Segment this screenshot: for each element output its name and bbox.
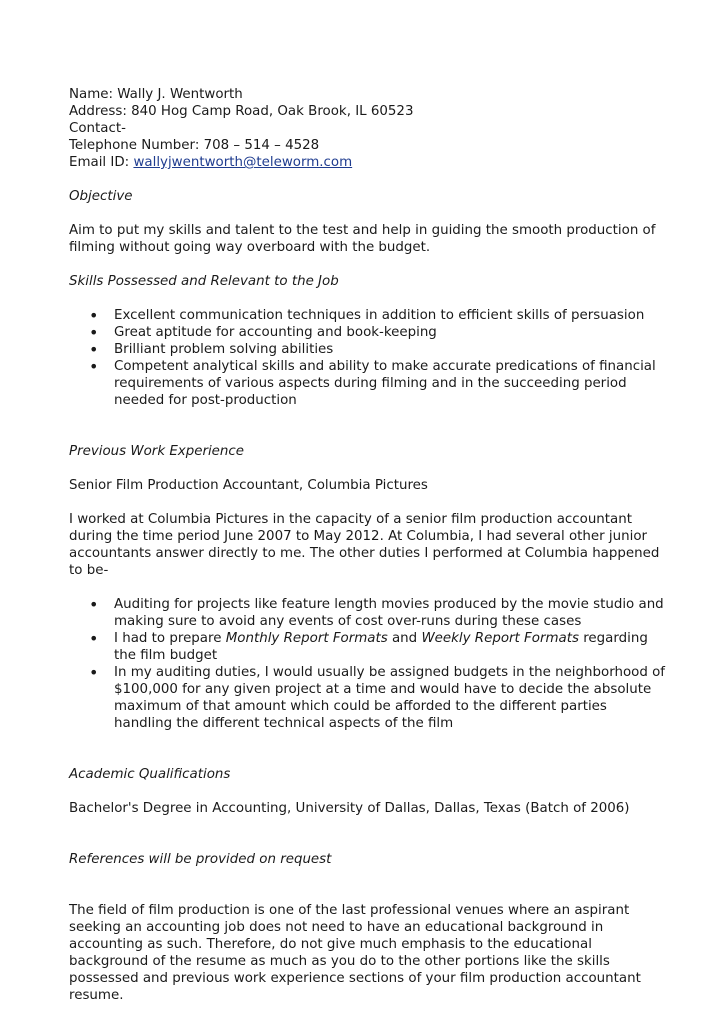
resume-page (69, 86, 669, 1004)
list-item: • Brilliant problem solving abilities (69, 341, 669, 358)
objective-text: Aim to put my skills and talent to the test and help in guiding the smooth production of filming without going way overboard with the budget. (69, 223, 656, 255)
advice-note: The field of film production is one of the last professional venues where an aspirant seeking an accounting job does not need to have an educational background in accounting as such. Therefore, do not give much emphasis to the educational background of the resume as much as you do to the other portions like the skills possessed and previous work experience sections of your film production accountant resume. (69, 903, 641, 1003)
list-item: • In my auditing duties, I would usually be assigned budgets in the neighborhood of $100,000 for any given project at a time and would have to decide the absolute maximum of that amount which could be afforded to the different parties handling the different technical aspects of the film (69, 664, 669, 732)
skills-heading: Skills Possessed and Relevant to the Job (69, 274, 339, 289)
duty-text: I had to prepare (114, 631, 226, 646)
email-link[interactable]: wallyjwentworth@teleworm.com (133, 155, 353, 170)
position-title: Senior Film Production Accountant, Columbia Pictures (69, 478, 428, 493)
academic-heading: Academic Qualifications (69, 767, 231, 782)
contact-label: Contact- (69, 121, 126, 136)
list-item: • Excellent communication techniques in addition to efficient skills of persuasion (69, 307, 669, 324)
experience-heading: Previous Work Experience (69, 444, 245, 459)
contact-block (69, 86, 669, 171)
skills-list (69, 307, 669, 409)
duty-text: regarding the film budget (114, 631, 648, 663)
references-line: References will be provided on request (69, 852, 332, 867)
list-item: • Great aptitude for accounting and book-keeping (69, 324, 669, 341)
duty-text: and (387, 631, 422, 646)
name-line: Name: Wally J. Wentworth (69, 87, 243, 102)
list-item: • Auditing for projects like feature length movies produced by the movie studio and making sure to avoid any events of cost over-runs during these cases (69, 596, 669, 630)
list-item: • Competent analytical skills and ability to make accurate predications of financial requirements of various aspects during filming and in the succeeding period needed for post-production (69, 358, 669, 409)
email-line (69, 154, 669, 171)
list-item (69, 630, 669, 664)
telephone-line: Telephone Number: 708 – 514 – 4528 (69, 138, 320, 153)
address-line: Address: 840 Hog Camp Road, Oak Brook, IL 60523 (69, 104, 414, 119)
duties-list (69, 596, 669, 732)
duty-emphasis: Weekly Report Formats (421, 631, 579, 646)
experience-summary: I worked at Columbia Pictures in the capacity of a senior film production accountant during the time period June 2007 to May 2012. At Columbia, I had several other junior accountants answer directly to me. The other duties I performed at Columbia happened to be- (69, 512, 660, 578)
duty-emphasis: Monthly Report Formats (225, 631, 388, 646)
academic-text: Bachelor's Degree in Accounting, University of Dallas, Dallas, Texas (Batch of 2006) (69, 801, 630, 816)
objective-heading: Objective (69, 189, 133, 204)
email-label: Email ID: (69, 155, 134, 170)
